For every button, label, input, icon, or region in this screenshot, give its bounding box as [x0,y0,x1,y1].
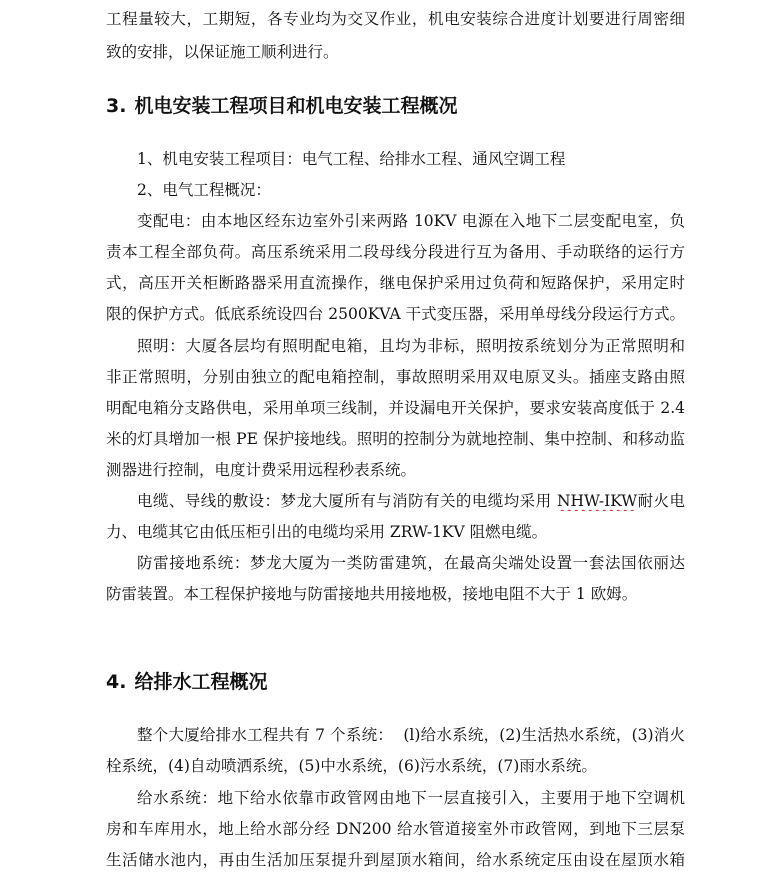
water-supply-line-3: 生活储水池内，再由生活加压泵提升到屋顶水箱间，给水系统定压由设在屋顶水箱 [106,851,685,869]
water-supply-line-1: 给水系统：地下给水依靠市政管网由地下一层直接引入，主要用于地下空调机 [137,789,685,807]
water-overview-line-1: 整个大厦给排水工程共有 7 个系统： (l)给水系统，(2)生活热水系统，(3)消火 [137,726,685,744]
substation-line-3: 式，高压开关柜断路器采用直流操作，继电保护采用过负荷和短路保护，采用定时 [106,274,685,292]
cables-line-1 [137,491,685,511]
lighting-line-1: 照明：大厦各层均有照明配电箱，且均为非标，照明按系统划分为正常照明和 [137,337,685,355]
section-4-heading [106,670,267,694]
intro-line-1: 工程量较大，工期短，各专业均为交叉作业，机电安装综合进度计划要进行周密细 [106,10,685,28]
section-3-item-2: 2、电气工程概况： [137,181,271,199]
cable-model-nhw-ikw: NHW-IKW [556,492,638,510]
section-3-title: 机电安装工程项目和机电安装工程概况 [134,95,458,117]
water-overview-line-2: 栓系统，(4)自动喷洒系统，(5)中水系统，(6)污水系统，(7)雨水系统。 [106,757,597,775]
lightning-line-1: 防雷接地系统：梦龙大厦为一类防雷建筑，在最高尖端处设置一套法国依丽达 [137,554,685,572]
intro-line-2: 致的安排，以保证施工顺利进行。 [106,43,339,61]
lighting-line-2: 非正常照明，分别由独立的配电箱控制，事故照明采用双电原叉头。插座支路由照 [106,368,685,386]
section-3-item-1: 1、机电安装工程项目：电气工程、给排水工程、通风空调工程 [137,150,566,168]
cables-line-2: 力、电缆其它由低压柜引出的电缆均采用 ZRW-1KV 阻燃电缆。 [106,523,548,541]
cables-line-1-text: 电缆、导线的敷设：梦龙大厦所有与消防有关的电缆均采用 [137,492,557,510]
section-4-title: 给排水工程概况 [134,671,268,693]
water-supply-line-2: 房和车库用水，地上给水部分经 DN200 给水管道接室外市政管网，到地下三层泵 [106,820,685,838]
lighting-line-5: 测器进行控制，电度计费采用远程秒表系统。 [106,461,417,479]
cables-line-1-end: 耐火电 [637,492,685,510]
substation-line-4: 限的保护方式。低底系统设四台 2500KVA 干式变压器，采用单母线分段运行方式。 [106,305,685,323]
section-3-heading [106,94,457,118]
lighting-line-4: 米的灯具增加一根 PE 保护接地线。照明的控制分为就地控制、集中控制、和移动监 [106,430,685,448]
section-3-number: 3. [106,95,127,117]
substation-line-2: 责本工程全部负荷。高压系统采用二段母线分段进行互为备用、手动联络的运行方 [106,243,685,261]
section-4-number: 4. [106,671,127,693]
lightning-line-2: 防雷装置。本工程保护接地与防雷接地共用接地极，接地电阻不大于 1 欧姆。 [106,585,638,603]
substation-line-1: 变配电：由本地区经东边室外引来两路 10KV 电源在入地下二层变配电室，负 [137,212,685,230]
lighting-line-3: 明配电箱分支路供电，采用单项三线制，并设漏电开关保护，要求安装高度低于 2.4 [106,399,685,417]
